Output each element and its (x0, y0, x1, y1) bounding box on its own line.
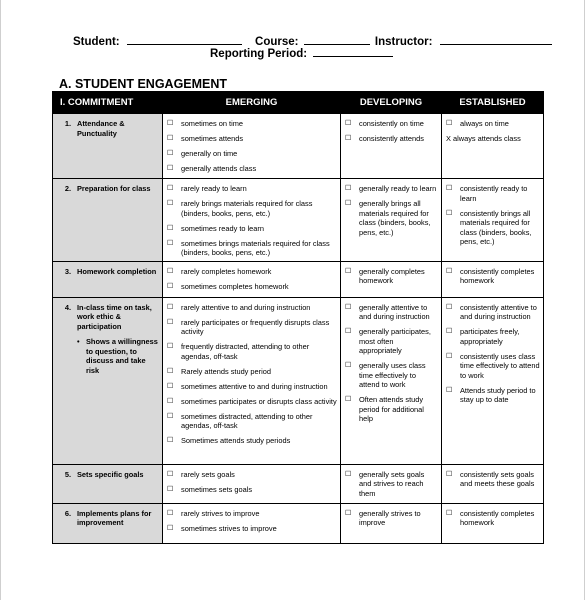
checkbox-icon[interactable]: ☐ (167, 239, 174, 247)
checklist-item-text: frequently distracted, attending to other agendas, off-task (181, 342, 310, 361)
checkbox-icon[interactable]: ☐ (167, 303, 174, 311)
checkbox-icon[interactable]: ☐ (345, 362, 352, 369)
established-cell (442, 503, 544, 543)
checkbox-icon[interactable]: ☐ (446, 209, 453, 217)
checkbox-icon[interactable]: ☐ (167, 470, 174, 478)
checklist-item-text: Rarely attends study period (181, 366, 271, 376)
checklist-item (167, 342, 337, 361)
criterion-number: 1. (64, 119, 71, 128)
checklist-item (446, 267, 540, 286)
checkbox-icon[interactable]: ☐ (345, 396, 352, 403)
checklist-item (446, 470, 540, 489)
checklist-item-text: Attends study period to stay up to date (460, 385, 536, 404)
bullet-icon: • (77, 337, 80, 346)
checkbox-icon[interactable]: ☐ (345, 470, 352, 478)
course-field[interactable] (304, 34, 370, 45)
checklist-item (167, 149, 337, 159)
checkbox-icon[interactable]: ☐ (345, 135, 352, 142)
course-label: Course: (255, 36, 299, 48)
emerging-cell (163, 179, 341, 262)
rubric-body (53, 114, 544, 544)
checkbox-icon[interactable]: ☐ (345, 185, 352, 192)
checkbox-icon[interactable]: ☐ (167, 397, 174, 405)
table-row (53, 179, 544, 262)
checklist-item (345, 361, 438, 390)
criterion-label: Homework completion (77, 266, 157, 276)
checklist-item (446, 327, 540, 346)
checklist-item-text: generally strives to improve (359, 508, 421, 527)
table-row (53, 114, 544, 179)
checklist-item-text: generally sets goals and strives to reach them (359, 469, 425, 498)
instructor-label: Instructor: (374, 36, 433, 48)
reporting-period-field[interactable] (313, 46, 393, 57)
checklist-item-text: always attends class (453, 134, 521, 143)
checklist-item-text: sometimes sets goals (181, 484, 253, 494)
checklist-item (446, 134, 540, 144)
checklist-item (446, 119, 540, 129)
checklist-item (167, 367, 337, 377)
checkbox-icon[interactable]: ☐ (167, 120, 174, 127)
checklist-item (167, 318, 337, 337)
emerging-cell (163, 114, 341, 179)
checklist-item-text: Sometimes attends study periods (181, 436, 291, 445)
checkbox-icon[interactable]: ☐ (167, 282, 174, 290)
established-cell (442, 297, 544, 464)
checklist-item-text: rarely participates or frequently disrupts class activity (181, 317, 330, 336)
established-cell (442, 179, 544, 262)
checklist-item-text: rarely sets goals (181, 469, 235, 479)
checklist-item-text: consistently completes homework (460, 266, 535, 285)
checkbox-icon[interactable]: ☐ (446, 509, 453, 517)
checklist-item-text: rarely completes homework (181, 266, 272, 276)
criterion-number: 5. (64, 469, 71, 479)
table-row (53, 297, 544, 464)
criterion-cell (53, 464, 163, 503)
section-title: A. STUDENT ENGAGEMENT (59, 77, 228, 91)
checklist-item (167, 470, 337, 480)
checklist-item-text: generally brings all materials required for class (binders, books, pens, etc.) (359, 199, 431, 237)
checklist-item-text: consistently ready to learn (460, 184, 528, 203)
emerging-cell (163, 261, 341, 297)
checklist-item-text: rarely brings materials required for class (binders, books, pens, etc.) (181, 199, 313, 218)
checklist-item-text: sometimes completes homework (181, 281, 289, 291)
checklist-item (446, 509, 540, 528)
checklist-item (446, 209, 540, 247)
checklist-item (345, 303, 438, 322)
criterion-label: In-class time on task, work ethic & participation (77, 302, 152, 331)
checklist-item-text: generally ready to learn (359, 184, 437, 193)
established-cell (442, 114, 544, 179)
column-header-established: ESTABLISHED (442, 92, 544, 114)
checkbox-icon[interactable]: ☐ (446, 185, 453, 192)
checkbox-icon[interactable]: ☐ (167, 485, 174, 493)
criterion-cell (53, 261, 163, 297)
checklist-item (167, 267, 337, 277)
checkbox-icon[interactable]: ☐ (345, 509, 352, 517)
checkbox-icon[interactable]: ☐ (167, 185, 174, 192)
checklist-item (167, 397, 337, 407)
reporting-period-line (210, 46, 393, 60)
criterion-number: 6. (64, 508, 71, 518)
student-label: Student: (73, 36, 120, 48)
checklist-item (345, 327, 438, 356)
checklist-item (446, 184, 540, 203)
checklist-item (167, 134, 337, 144)
criterion-number: 4. (64, 302, 71, 312)
checklist-item-text: generally attends class (181, 164, 257, 173)
checkbox-icon[interactable]: ☐ (446, 267, 453, 275)
checklist-item-text: generally uses class time effectively to attend to work (359, 361, 426, 389)
checkbox-icon[interactable]: ☐ (167, 524, 174, 532)
checkbox-icon[interactable]: ☐ (446, 303, 453, 311)
checklist-item (167, 184, 337, 194)
checklist-item-text: sometimes attends (181, 134, 244, 143)
developing-cell (341, 297, 442, 464)
checkbox-icon[interactable]: ☐ (446, 328, 453, 335)
checklist-item-text: generally completes homework (359, 266, 425, 285)
checkbox-icon[interactable]: ☐ (167, 224, 174, 232)
reporting-period-label: Reporting Period: (210, 48, 308, 60)
checklist-item (345, 509, 438, 528)
checkbox-icon[interactable]: ☐ (167, 135, 174, 142)
checklist-item-text: generally participates, most often appropriately (359, 327, 431, 355)
checklist-item-text: consistently attends (359, 134, 424, 143)
checklist-item (446, 303, 540, 322)
column-header-developing: DEVELOPING (341, 92, 442, 114)
checklist-item-text: sometimes attentive to and during instruction (181, 381, 328, 391)
checklist-item-text: sometimes brings materials required for class (binders, books, pens, etc.) (181, 238, 330, 257)
checkbox-icon[interactable]: ☐ (167, 367, 174, 375)
checklist-item (345, 184, 438, 194)
criterion-number: 3. (64, 266, 71, 276)
checkbox-icon[interactable]: ☐ (446, 352, 453, 360)
checklist-item (345, 119, 438, 129)
criterion-cell (53, 503, 163, 543)
checkbox-icon[interactable]: ☐ (446, 386, 453, 394)
checklist-item (345, 199, 438, 237)
checklist-item-text: sometimes on time (181, 119, 244, 128)
checkbox-icon[interactable]: ☐ (167, 382, 174, 390)
checkbox-icon[interactable]: ☐ (167, 437, 174, 444)
checklist-item-text: consistently sets goals and meets these goals (460, 469, 535, 488)
criterion-cell (53, 179, 163, 262)
checkbox-icon[interactable]: ☐ (345, 267, 352, 275)
rubric-table (52, 91, 544, 544)
checklist-item-text: consistently attentive to and during instruction (460, 302, 537, 321)
checklist-item-text: consistently completes homework (460, 508, 535, 527)
criterion-label: Attendance & Punctuality (77, 119, 125, 138)
checklist-item (345, 134, 438, 144)
checkbox-icon[interactable]: ☐ (167, 200, 174, 207)
checklist-item-text: rarely ready to learn (181, 184, 247, 193)
checklist-item-text: sometimes ready to learn (181, 223, 264, 233)
column-header-emerging: EMERGING (163, 92, 341, 114)
checklist-item-text: rarely strives to improve (181, 508, 260, 518)
emerging-cell (163, 503, 341, 543)
checklist-item-text: rarely attentive to and during instruction (181, 302, 311, 312)
criterion-label: Sets specific goals (77, 469, 144, 479)
developing-cell (341, 261, 442, 297)
checkbox-icon[interactable]: ☐ (345, 200, 352, 207)
checklist-item (167, 524, 337, 534)
checklist-item (167, 382, 337, 392)
checklist-item-text: sometimes strives to improve (181, 523, 277, 533)
checklist-item (446, 352, 540, 381)
checklist-item (345, 470, 438, 499)
checkbox-icon[interactable]: ☐ (345, 120, 352, 127)
criterion-number: 2. (64, 184, 71, 193)
checkbox-icon[interactable]: ☐ (345, 328, 352, 335)
x-mark-icon[interactable]: X (446, 134, 451, 143)
established-cell (442, 261, 544, 297)
developing-cell (341, 464, 442, 503)
table-row (53, 464, 544, 503)
checklist-item-text: generally attentive to and during instruction (359, 302, 430, 321)
checklist-item (446, 386, 540, 405)
checkbox-icon[interactable]: ☐ (167, 509, 174, 517)
column-header-commitment: I. COMMITMENT (53, 92, 163, 114)
criterion-label: Preparation for class (77, 184, 151, 193)
checklist-item (167, 119, 337, 129)
instructor-field[interactable] (440, 34, 552, 45)
checklist-item (167, 436, 337, 446)
checklist-item-text: consistently on time (359, 119, 424, 128)
table-row (53, 261, 544, 297)
checkbox-icon[interactable]: ☐ (167, 318, 174, 326)
checklist-item (167, 282, 337, 292)
checklist-item (167, 485, 337, 495)
checklist-item (167, 199, 337, 218)
checklist-item-text: sometimes distracted, attending to other agendas, off-task (181, 411, 313, 430)
checkbox-icon[interactable]: ☐ (167, 343, 174, 350)
checklist-item (167, 303, 337, 313)
checklist-item (167, 224, 337, 234)
student-field[interactable] (127, 34, 242, 45)
checklist-item-text: sometimes participates or disrupts class activity (181, 396, 337, 406)
table-row (53, 503, 544, 543)
emerging-cell (163, 297, 341, 464)
criterion-label: Implements plans for improvement (77, 508, 152, 527)
emerging-cell (163, 464, 341, 503)
checklist-item (167, 412, 337, 431)
developing-cell (341, 179, 442, 262)
header-row (53, 92, 544, 114)
checklist-item (167, 509, 337, 519)
checklist-item-text: Often attends study period for additional help (359, 395, 424, 423)
checklist-item-text: consistently uses class time effectively to attend to work (460, 351, 540, 380)
criterion-cell (53, 114, 163, 179)
checkbox-icon[interactable]: ☐ (446, 120, 453, 127)
established-cell (442, 464, 544, 503)
criterion-cell (53, 297, 163, 464)
checklist-item (167, 239, 337, 258)
checkbox-icon[interactable]: ☐ (167, 165, 174, 172)
checklist-item (345, 267, 438, 286)
checkbox-icon[interactable]: ☐ (167, 412, 174, 420)
developing-cell (341, 114, 442, 179)
checkbox-icon[interactable]: ☐ (167, 150, 174, 157)
checklist-item-text: generally on time (181, 149, 238, 158)
developing-cell (341, 503, 442, 543)
checklist-item-text: always on time (460, 119, 509, 128)
checklist-item (167, 164, 337, 174)
checkbox-icon[interactable]: ☐ (446, 470, 453, 478)
checkbox-icon[interactable]: ☐ (345, 303, 352, 311)
checklist-item (345, 395, 438, 424)
criterion-sublabel: Shows a willingness to question, to discuss and take risk (86, 337, 158, 375)
checkbox-icon[interactable]: ☐ (167, 267, 174, 275)
checklist-item-text: consistently brings all materials required for class (binders, books, pens, etc.) (460, 208, 532, 246)
checklist-item-text: participates freely, appropriately (460, 327, 520, 346)
